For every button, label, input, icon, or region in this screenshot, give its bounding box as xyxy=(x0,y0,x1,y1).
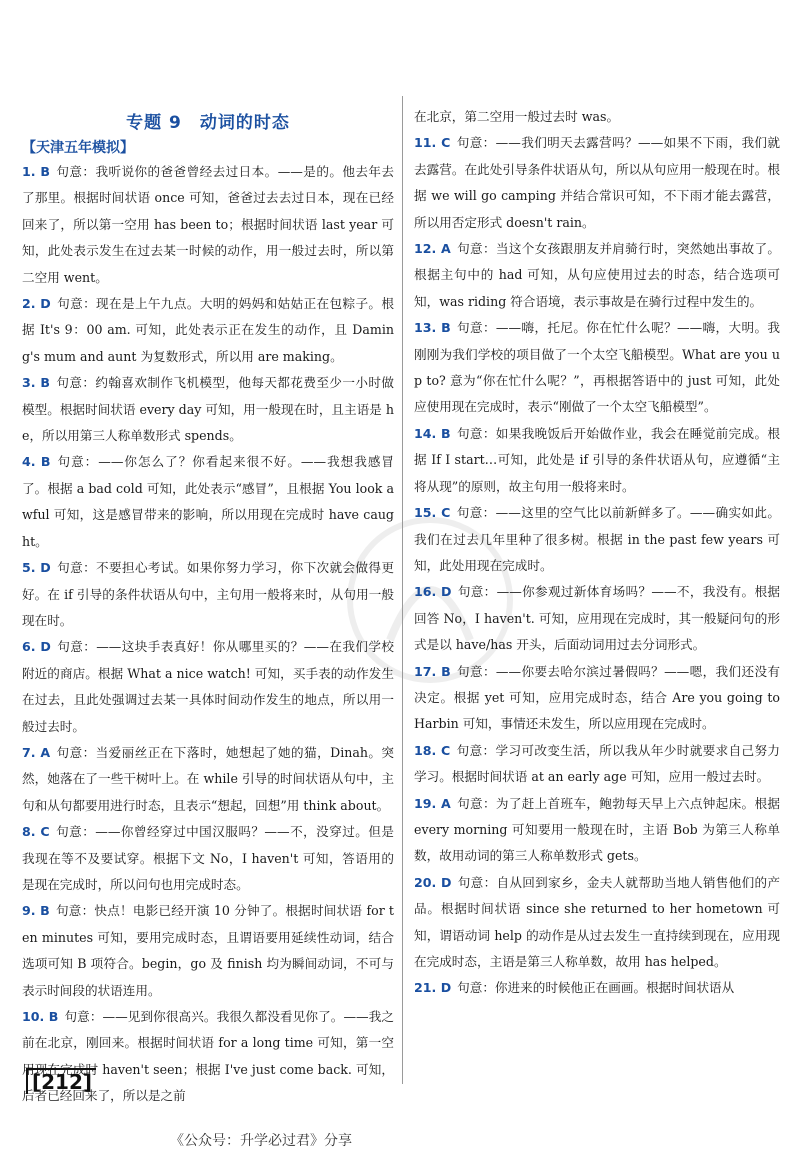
section-heading: 【天津五年模拟】 xyxy=(22,140,134,156)
answer-number: 10. B xyxy=(22,1009,59,1024)
answer-item xyxy=(414,104,780,130)
answer-item xyxy=(22,740,394,819)
answer-item xyxy=(22,555,394,634)
answer-item xyxy=(414,315,780,421)
answer-item xyxy=(414,579,780,658)
answer-number: 18. C xyxy=(414,742,451,758)
answer-text: 句意：——嗨，托尼。你在忙什么呢？——嗨，大明。我刚刚为我们学校的项目做了一个太空飞船模型。What are you up to? 意为“你在忙什么呢？”，再根据答语中的 just 可知，此处应使用现在完成时，表示“刚做了一个太空飞船模型”。 xyxy=(414,320,781,415)
answer-number: 20. D xyxy=(414,874,452,890)
page-number: [212] xyxy=(26,1068,96,1094)
answer-number: 5. D xyxy=(22,560,51,576)
answer-number: 15. C xyxy=(414,505,451,521)
footer-credit: 《公众号：升学必过君》分享 xyxy=(170,1133,352,1149)
answer-number: 19. A xyxy=(414,795,451,811)
answer-item xyxy=(414,236,780,315)
page-title: 专题 9 动词的时态 xyxy=(126,113,290,133)
answer-text: 句意：你进来的时候他正在画画。根据时间状语从 xyxy=(457,980,735,996)
answer-text: 句意：当爱丽丝正在下落时，她想起了她的猫，Dinah。突然，她落在了一些干树叶上。在 while 引导的时间状语从句中，主句和从句都要用进行时态，且表示“想起，回想”用 think about。 xyxy=(22,744,395,813)
answer-item xyxy=(22,819,394,898)
answer-number: 7. A xyxy=(22,744,51,760)
answer-number: 9. B xyxy=(22,903,50,919)
answer-number: 4. B xyxy=(22,454,51,470)
answer-text: 句意：现在是上午九点。大明的妈妈和姑姑正在包粽子。根据 It's 9：00 am. 可知，此处表示正在发生的动作，且 Daming's mum and aunt 为复数形式，所以用 are making。 xyxy=(22,296,394,364)
answer-number: 21. D xyxy=(414,980,452,996)
answer-item xyxy=(22,898,394,1004)
answer-item xyxy=(414,791,780,870)
answer-item xyxy=(414,659,780,738)
answer-number: 16. D xyxy=(414,584,452,600)
answer-text: 句意：——你要去哈尔滨过暑假吗？——嗯，我们还没有决定。根据 yet 可知，应用完成时态，结合 Are you going to Harbin 可知，事情还未发生，所以应用现在完成时。 xyxy=(414,663,781,732)
answer-text: 句意：如果我晚饭后开始做作业，我会在睡觉前完成。根据 If I start…可知，此处是 if 引导的条件状语从句，应遵循“主将从现”的原则，故主句用一般将来时。 xyxy=(414,425,781,494)
answer-text: 句意：——你怎么了？你看起来很不好。——我想我感冒了。根据 a bad cold 可知，此处表示“感冒”，且根据 You look awful 可知，这是感冒带来的影响，所以用现在完成时 have caught。 xyxy=(22,454,394,549)
answer-item xyxy=(22,634,394,740)
answer-text: 句意：——我们明天去露营吗？——如果不下雨，我们就去露营。在此处引导条件状语从句，所以从句应用一般现在时。根据 we will go camping 并结合常识可知，不下雨才能去露营，所以用否定形式 doesn't rain。 xyxy=(414,135,781,230)
answer-text: 句意：为了赶上首班车，鲍勃每天早上六点钟起床。根据 every morning 可知要用一般现在时，主语 Bob 为第三人称单数，故用动词的第三人称单数形式 gets。 xyxy=(414,795,780,864)
answer-text: 句意：当这个女孩跟朋友并肩骑行时，突然她出事故了。根据主句中的 had 可知，从句应使用过去的时态，结合选项可知，was riding 符合语境，表示事故是在骑行过程中发生的。 xyxy=(414,241,780,309)
answer-number: 2. D xyxy=(22,296,51,312)
answer-item xyxy=(414,421,780,500)
left-column xyxy=(22,100,394,1110)
answer-text: 在北京，第二空用一般过去时 was。 xyxy=(414,109,620,124)
answer-number: 1. B xyxy=(22,164,50,179)
answer-item xyxy=(22,159,394,291)
answer-item xyxy=(414,870,780,976)
answer-number: 13. B xyxy=(414,320,451,336)
answer-number: 8. C xyxy=(22,824,50,840)
answer-item xyxy=(22,370,394,449)
answer-text: 句意：——这块手表真好！你从哪里买的？——在我们学校附近的商店。根据 What a nice watch! 可知，买手表的动作发生在过去，且此处强调过去某一具体时间动作发生的地点，所以用一般过去时。 xyxy=(22,639,394,734)
answer-item xyxy=(22,291,394,370)
answer-item xyxy=(414,975,780,1001)
answer-text: 句意：——你曾经穿过中国汉服吗？——不，没穿过。但是我现在等不及要试穿。根据下文 No，I haven't 可知，答语用的是现在完成时，所以问句也用完成时态。 xyxy=(22,824,394,892)
answer-number: 6. D xyxy=(22,639,51,655)
left-item-list xyxy=(22,159,394,1110)
answer-number: 11. C xyxy=(414,135,451,151)
right-item-list xyxy=(414,104,780,1002)
answer-number: 12. A xyxy=(414,241,451,257)
answer-item xyxy=(414,738,780,791)
answer-number: 3. B xyxy=(22,375,50,391)
column-divider xyxy=(402,96,403,1084)
answer-item xyxy=(414,500,780,579)
answer-number: 17. B xyxy=(414,663,451,679)
answer-text: 句意：约翰喜欢制作飞机模型，他每天都花费至少一小时做模型。根据时间状语 every day 可知，用一般现在时，且主语是 he，所以用第三人称单数形式 spends。 xyxy=(22,375,395,444)
answer-text: 句意：我听说你的爸爸曾经去过日本。——是的。他去年去了那里。根据时间状语 once 可知，爸爸过去去过日本，现在已经回来了，所以第一空用 has been to；根据时间状语 last year 可知，此处表示发生在过去某一时候的动作，用一般过去时，所以第二空用 went。 xyxy=(22,164,395,285)
right-column xyxy=(414,104,780,1002)
answer-text: 句意：不要担心考试。如果你努力学习，你下次就会做得更好。在 if 引导的条件状语从句中，主句用一般将来时，从句用一般现在时。 xyxy=(22,560,394,628)
answer-item xyxy=(22,449,394,555)
answer-number: 14. B xyxy=(414,425,451,441)
answer-item xyxy=(414,130,780,236)
answer-text: 句意：自从回到家乡，金夫人就帮助当地人销售他们的产品。根据时间状语 since she returned to her hometown 可知，谓语动词 help 的动作是从过去发生一直持续到现在，应用现在完成时态，主语是第三人称单数，故用 has helped。 xyxy=(414,874,781,969)
answer-text: 句意：——见到你很高兴。我很久都没看见你了。——我之前在北京，刚回来。根据时间状语 for a long time 可知，第一空用现在完成时 haven't seen；根据 I've just come back. 可知，后者已经回来了，所以是之前 xyxy=(22,1009,395,1104)
answer-text: 句意：快点！电影已经开演 10 分钟了。根据时间状语 for ten minutes 可知，要用完成时态，且谓语要用延续性动词，结合选项可知 B 项符合。begin，go 及 finish 均为瞬间动词，不可与表示时间段的状语连用。 xyxy=(22,903,394,998)
answer-text: 句意：——这里的空气比以前新鲜多了。——确实如此。我们在过去几年里种了很多树。根据 in the past few years 可知，此处用现在完成时。 xyxy=(414,505,781,573)
answer-text: 句意：学习可改变生活，所以我从年少时就要求自己努力学习。根据时间状语 at an early age 可知，应用一般过去时。 xyxy=(414,742,781,785)
answer-text: 句意：——你参观过新体育场吗？——不，我没有。根据回答 No，I haven't. 可知，应用现在完成时，其一般疑问句的形式是以 have/has 开头，后面动词用过去分词形式。 xyxy=(414,584,780,653)
